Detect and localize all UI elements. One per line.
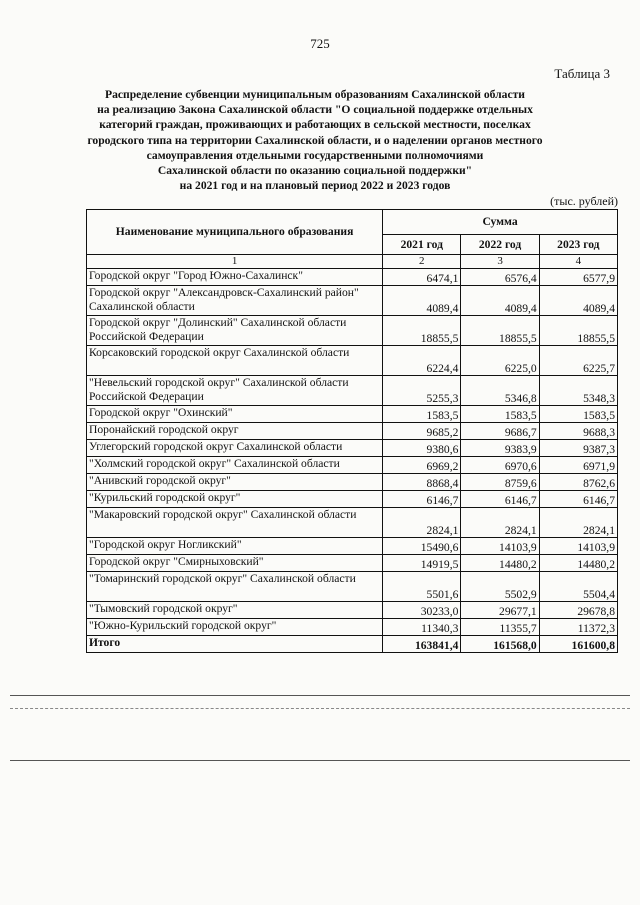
- amount-2023: 5348,3: [539, 376, 617, 406]
- municipality-name: Поронайский городской округ: [87, 423, 383, 440]
- amount-2023: 5504,4: [539, 572, 617, 602]
- table-row: [87, 572, 618, 602]
- table-row: [87, 474, 618, 491]
- amount-2022: 14480,2: [461, 555, 539, 572]
- title-line: городского типа на территории Сахалинской области, и о наделении органов местного: [87, 133, 543, 147]
- amount-2022: 29677,1: [461, 602, 539, 619]
- municipality-name: Городской округ "Долинский" Сахалинской области Российской Федерации: [87, 316, 383, 346]
- table-row: [87, 316, 618, 346]
- amount-2021: 6969,2: [383, 457, 461, 474]
- amount-2021: 9380,6: [383, 440, 461, 457]
- amount-2021: 1583,5: [383, 406, 461, 423]
- municipality-name: Городской округ "Александровск-Сахалинский район" Сахалинской области: [87, 286, 383, 316]
- header-sum: Сумма: [383, 210, 618, 235]
- amount-2023: 2824,1: [539, 508, 617, 538]
- municipality-name: Городской округ "Город Южно-Сахалинск": [87, 269, 383, 286]
- municipality-name: Городской округ "Смирныховский": [87, 555, 383, 572]
- amount-2023: 6971,9: [539, 457, 617, 474]
- table-row: [87, 619, 618, 636]
- total-2021: 163841,4: [383, 636, 461, 653]
- amount-2021: 30233,0: [383, 602, 461, 619]
- table-row: [87, 555, 618, 572]
- municipality-name: Углегорский городской округ Сахалинской области: [87, 440, 383, 457]
- municipality-name: "Курильский городской округ": [87, 491, 383, 508]
- amount-2022: 9686,7: [461, 423, 539, 440]
- amount-2021: 4089,4: [383, 286, 461, 316]
- amount-2021: 18855,5: [383, 316, 461, 346]
- amount-2022: 5502,9: [461, 572, 539, 602]
- amount-2021: 11340,3: [383, 619, 461, 636]
- amount-2023: 11372,3: [539, 619, 617, 636]
- amount-2021: 6224,4: [383, 346, 461, 376]
- amount-2023: 4089,4: [539, 286, 617, 316]
- table-row: [87, 457, 618, 474]
- amount-2022: 5346,8: [461, 376, 539, 406]
- total-2022: 161568,0: [461, 636, 539, 653]
- municipality-name: "Южно-Курильский городской округ": [87, 619, 383, 636]
- table-row: [87, 406, 618, 423]
- title-line: Сахалинской области по оказанию социальной поддержки": [157, 164, 473, 178]
- amount-2022: 9383,9: [461, 440, 539, 457]
- municipality-name: "Анивский городской округ": [87, 474, 383, 491]
- header-year-2021: 2021 год: [383, 235, 461, 255]
- header-year-2022: 2022 год: [461, 235, 539, 255]
- total-label: Итого: [87, 636, 383, 653]
- title-line: категорий граждан, проживающих и работающих в сельской местности, поселках: [99, 118, 531, 132]
- amount-2021: 5501,6: [383, 572, 461, 602]
- subsidy-table: [86, 209, 618, 653]
- municipality-name: "Невельский городской округ" Сахалинской области Российской Федерации: [87, 376, 383, 406]
- table-row: [87, 346, 618, 376]
- amount-2021: 2824,1: [383, 508, 461, 538]
- column-number: 3: [461, 255, 539, 269]
- amount-2022: 18855,5: [461, 316, 539, 346]
- document-title: [80, 87, 550, 193]
- title-line: самоуправления отдельными государственными полномочиями: [146, 148, 484, 162]
- table-row: [87, 538, 618, 555]
- column-number: 2: [383, 255, 461, 269]
- column-number: 1: [87, 255, 383, 269]
- total-row: [87, 636, 618, 653]
- title-line: на 2021 год и на плановый период 2022 и 2023 годов: [179, 179, 451, 193]
- title-line: Распределение субвенции муниципальным образованиям Сахалинской области: [104, 88, 525, 101]
- table-row: [87, 269, 618, 286]
- table-row: [87, 602, 618, 619]
- amount-2022: 2824,1: [461, 508, 539, 538]
- amount-2023: 6225,7: [539, 346, 617, 376]
- municipality-name: Корсаковский городской округ Сахалинской области: [87, 346, 383, 376]
- municipality-name: "Томаринский городской округ" Сахалинской области: [87, 572, 383, 602]
- amount-2021: 5255,3: [383, 376, 461, 406]
- amount-2021: 6146,7: [383, 491, 461, 508]
- amount-2022: 6146,7: [461, 491, 539, 508]
- amount-2023: 14480,2: [539, 555, 617, 572]
- amount-2023: 29678,8: [539, 602, 617, 619]
- amount-2023: 6146,7: [539, 491, 617, 508]
- amount-2022: 6225,0: [461, 346, 539, 376]
- table-row: [87, 376, 618, 406]
- table-label: Таблица 3: [554, 66, 610, 81]
- scan-line: [10, 708, 630, 709]
- amount-2023: 1583,5: [539, 406, 617, 423]
- table-row: [87, 491, 618, 508]
- amount-2023: 6577,9: [539, 269, 617, 286]
- table-row: [87, 423, 618, 440]
- scan-line: [10, 695, 630, 696]
- amount-2021: 8868,4: [383, 474, 461, 491]
- amount-2021: 14919,5: [383, 555, 461, 572]
- title-line: на реализацию Закона Сахалинской области "О социальной поддержке отдельных: [97, 103, 533, 117]
- amount-2022: 14103,9: [461, 538, 539, 555]
- amount-2022: 11355,7: [461, 619, 539, 636]
- municipality-name: "Тымовский городской округ": [87, 602, 383, 619]
- amount-2022: 8759,6: [461, 474, 539, 491]
- page-number: 725: [310, 36, 330, 51]
- amount-2023: 8762,6: [539, 474, 617, 491]
- amount-2022: 6576,4: [461, 269, 539, 286]
- municipality-name: Городской округ "Охинский": [87, 406, 383, 423]
- amount-2023: 9688,3: [539, 423, 617, 440]
- table-row: [87, 508, 618, 538]
- municipality-name: "Городской округ Ногликский": [87, 538, 383, 555]
- header-name: Наименование муниципального образования: [87, 210, 383, 255]
- municipality-name: "Холмский городской округ" Сахалинской области: [87, 457, 383, 474]
- amount-2023: 9387,3: [539, 440, 617, 457]
- table-row: [87, 286, 618, 316]
- header-year-2023: 2023 год: [539, 235, 617, 255]
- total-2023: 161600,8: [539, 636, 617, 653]
- amount-2022: 1583,5: [461, 406, 539, 423]
- amount-2021: 6474,1: [383, 269, 461, 286]
- scan-line: [10, 760, 630, 761]
- municipality-name: "Макаровский городской округ" Сахалинской области: [87, 508, 383, 538]
- column-number: 4: [539, 255, 617, 269]
- amount-2022: 6970,6: [461, 457, 539, 474]
- units-note: (тыс. рублей): [550, 194, 618, 208]
- amount-2022: 4089,4: [461, 286, 539, 316]
- amount-2023: 18855,5: [539, 316, 617, 346]
- amount-2021: 15490,6: [383, 538, 461, 555]
- amount-2023: 14103,9: [539, 538, 617, 555]
- amount-2021: 9685,2: [383, 423, 461, 440]
- table-row: [87, 440, 618, 457]
